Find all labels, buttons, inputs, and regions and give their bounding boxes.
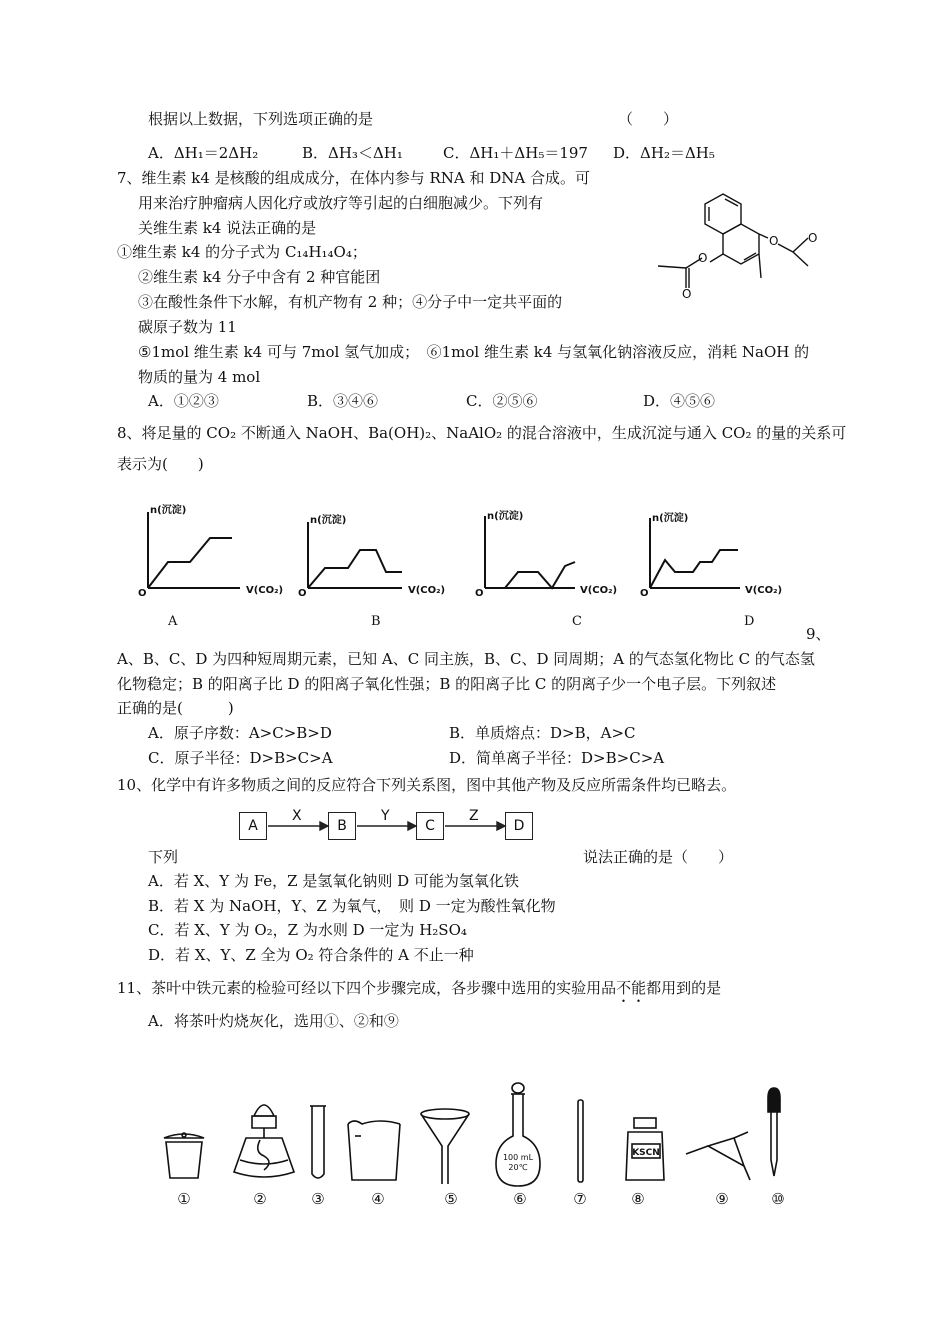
svg-text:O: O (769, 234, 779, 248)
apparatus-label-6: ⑥ (513, 1190, 527, 1208)
graph-d-xlabel: V(CO₂) (745, 585, 783, 596)
q11-emphasis: 不能 (616, 979, 647, 997)
q6-paren: （ ） (618, 110, 679, 128)
q7-line-7: 碳原子数为 11 (138, 318, 237, 336)
graph-a-xlabel: V(CO₂) (246, 585, 284, 596)
graph-d-label: D (744, 614, 755, 629)
q10-line-2b: 说法正确的是（ ） (583, 848, 734, 866)
q7-line-3: 关维生素 k4 说法正确的是 (138, 219, 317, 237)
test-tube-icon (310, 1106, 326, 1178)
q7-option-a: A．①②③ (148, 392, 219, 410)
q9-option-d: D．简单离子半径：D>B>C>A (449, 749, 665, 767)
q6-option-d: D．ΔH₂＝ΔH₅ (613, 144, 715, 162)
q9-line-1: A、B、C、D 为四种短周期元素，已知 A、C 同主族，B、C、D 同周期；A 的气态氢化物比 C 的气态氢 (117, 650, 815, 668)
q10-option-c: C．若 X、Y 为 O₂，Z 为水则 D 一定为 H₂SO₄ (148, 921, 467, 939)
q7-line-2: 用来治疗肿瘤病人因化疗或放疗等引起的白细胞减少。下列有 (138, 194, 544, 212)
lab-apparatus (150, 1080, 810, 1210)
q7-line-5: ②维生素 k4 分子中含有 2 种官能团 (138, 268, 381, 286)
q9-line-3: 正确的是( ) (117, 699, 234, 717)
apparatus-label-2: ② (253, 1190, 267, 1208)
apparatus-label-5: ⑤ (444, 1190, 458, 1208)
q10-line-1: 10、化学中有许多物质之间的反应符合下列关系图，图中其他产物及反应所需条件均已略去。 (117, 776, 737, 794)
graph-b-ylabel: n(沉淀) (310, 515, 347, 526)
q7-line-9: 物质的量为 4 mol (138, 368, 261, 386)
kscn-label: KSCN (632, 1148, 660, 1158)
graph-b-label: B (371, 614, 381, 629)
arrow-label-x: X (292, 808, 302, 824)
q8-line-2: 表示为( ) (117, 455, 204, 473)
svg-text:O: O (808, 231, 818, 245)
apparatus-label-1: ① (177, 1190, 191, 1208)
apparatus-label-10: ⑩ (771, 1190, 785, 1208)
arrow-label-y: Y (381, 808, 390, 824)
arrow-label-z: Z (469, 808, 479, 824)
alcohol-lamp-icon (234, 1105, 294, 1177)
q6-option-b: B．ΔH₃＜ΔH₁ (302, 144, 403, 162)
q10-line-2a: 下列 (148, 848, 179, 866)
graph-c-xlabel: V(CO₂) (580, 585, 618, 596)
graph-b-origin: O (298, 588, 307, 599)
crucible-icon (164, 1133, 204, 1178)
glass-rod-icon (578, 1100, 583, 1182)
graph-a-ylabel: n(沉淀) (150, 505, 187, 516)
q9-line-2: 化物稳定；B 的阳离子比 D 的阳离子氧化性强；B 的阳离子比 C 的阴离子少一个电子层。下列叙述 (117, 675, 777, 693)
flow-box-a: A (239, 812, 267, 840)
graph-d-ylabel: n(沉淀) (652, 513, 689, 524)
q10-option-a: A．若 X、Y 为 Fe，Z 是氢氧化钠则 D 可能为氢氧化铁 (148, 872, 519, 890)
q6-option-a: A．ΔH₁＝2ΔH₂ (148, 144, 259, 162)
q11-line-1 (117, 978, 721, 1006)
flask-volume-text: 100 mL (502, 1153, 534, 1162)
q6-stem: 根据以上数据，下列选项正确的是 (148, 110, 374, 128)
q8-graphs (120, 500, 800, 635)
q7-line-6: ③在酸性条件下水解，有机产物有 2 种；④分子中一定共平面的 (138, 293, 563, 311)
q11-line-2: A．将茶叶灼烧灰化，选用①、②和⑨ (148, 1012, 399, 1030)
svg-text:O: O (698, 251, 708, 265)
q9-option-b: B．单质熔点：D>B，A>C (449, 724, 636, 742)
dropper-icon (768, 1088, 780, 1176)
q6-option-c: C．ΔH₁＋ΔH₅＝197 (443, 144, 588, 162)
q9-number: 9、 (806, 625, 831, 643)
q7-line-1: 7、维生素 k4 是核酸的组成成分，在体内参与 RNA 和 DNA 合成。可 (117, 169, 591, 187)
graph-a-label: A (168, 614, 178, 629)
svg-text:O: O (682, 287, 692, 301)
flow-box-c: C (416, 812, 444, 840)
q9-option-c: C．原子半径：D>B>C>A (148, 749, 333, 767)
flask-temp-text: 20℃ (508, 1163, 528, 1172)
graph-b-xlabel: V(CO₂) (408, 585, 446, 596)
q7-option-d: D．④⑤⑥ (643, 392, 716, 410)
q11-line-1c: 都用到的是 (646, 979, 722, 997)
q7-line-8: ⑤1mol 维生素 k4 可与 7mol 氢气加成； ⑥1mol 维生素 k4 与氢氧化钠溶液反应，消耗 NaOH 的 (138, 343, 810, 361)
q8-line-1: 8、将足量的 CO₂ 不断通入 NaOH、Ba(OH)₂、NaAlO₂ 的混合溶液中，生成沉淀与通入 CO₂ 的量的关系可 (117, 424, 847, 442)
apparatus-label-7: ⑦ (573, 1190, 587, 1208)
apparatus-label-4: ④ (371, 1190, 385, 1208)
q7-option-b: B．③④⑥ (307, 392, 379, 410)
graph-a-origin: O (138, 588, 147, 599)
graph-c-label: C (572, 614, 582, 629)
q7-option-c: C．②⑤⑥ (466, 392, 538, 410)
vitamin-k4-structure (648, 186, 823, 302)
beaker-icon (348, 1121, 400, 1180)
q10-option-b: B．若 X 为 NaOH，Y、Z 为氧气， 则 D 一定为酸性氧化物 (148, 897, 556, 915)
q11-line-1a: 11、茶叶中铁元素的检验可经以下四个步骤完成，各步骤中选用的实验用品 (117, 979, 617, 997)
apparatus-label-8: ⑧ (631, 1190, 645, 1208)
graph-d-origin: O (640, 588, 649, 599)
graph-c-ylabel: n(沉淀) (487, 511, 524, 522)
q9-option-a: A．原子序数：A>C>B>D (148, 724, 332, 742)
flow-arrows (266, 800, 510, 844)
clay-triangle-icon (686, 1132, 750, 1180)
funnel-icon (421, 1109, 469, 1184)
apparatus-label-9: ⑨ (715, 1190, 729, 1208)
graph-c-origin: O (475, 588, 484, 599)
flow-box-b: B (328, 812, 356, 840)
q10-option-d: D．若 X、Y、Z 全为 O₂ 符合条件的 A 不止一种 (148, 946, 474, 964)
q7-line-4: ①维生素 k4 的分子式为 C₁₄H₁₄O₄； (117, 243, 367, 261)
flow-box-d: D (505, 812, 533, 840)
apparatus-label-3: ③ (311, 1190, 325, 1208)
